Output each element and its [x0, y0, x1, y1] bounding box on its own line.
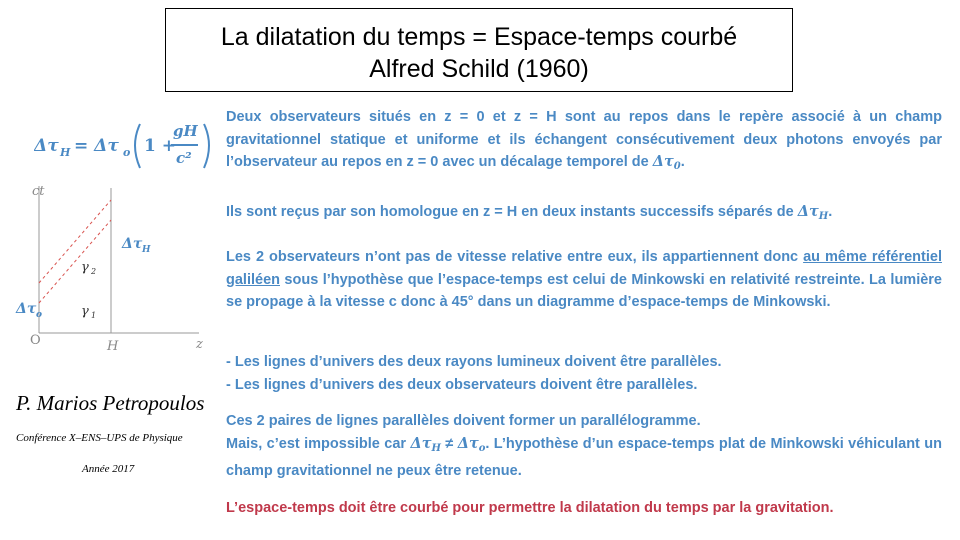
- paragraph-1: [226, 106, 942, 179]
- spacetime-diagram: [14, 178, 214, 358]
- gamma2-label: γ: [81, 260, 89, 275]
- right-paren: [204, 124, 209, 168]
- author-name: P. Marios Petropoulos: [16, 391, 205, 415]
- time-dilation-formula: [34, 118, 214, 172]
- formula-one-plus: 1 +: [144, 136, 176, 156]
- p5-neq: ≠: [440, 435, 458, 452]
- p5-end: . L’hypothèse d’un espace-temps plat de Minkowski véhiculant un champ gravitationnel ne peux être retenue.: [226, 435, 942, 479]
- p3-underlined-phrase: au même référentiel galiléen: [226, 249, 942, 288]
- conference-name: Conférence X–ENS–UPS de Physique: [16, 432, 183, 444]
- dtau-h-label: Δτ: [122, 236, 143, 252]
- p5-subscript-1: H: [431, 442, 441, 454]
- p5-subscript-2: o: [478, 442, 486, 454]
- formula-lhs-sub: H: [60, 146, 71, 159]
- photon-1-worldline: [39, 220, 111, 303]
- p5-line1: Ces 2 paires de lignes parallèles doivent former un parallélogramme.: [226, 413, 701, 429]
- conclusion-text: L’espace-temps doit être courbé pour permettre la dilatation du temps par la gravitation.: [226, 500, 834, 516]
- gamma1-sub: 1: [91, 311, 97, 320]
- p1-subscript: 0: [673, 161, 681, 172]
- p3-start: Les 2 observateurs n’ont pas de vitesse relative entre eux, ils appartiennent donc: [226, 249, 804, 265]
- dtau-h-sub: H: [142, 245, 151, 255]
- p2-text: Ils sont reçus par son homologue en z = H en deux instants successifs séparés de: [226, 204, 798, 220]
- h-label: H: [107, 339, 119, 354]
- dtau-o-sub: o: [36, 310, 43, 320]
- p5-start: Mais, c’est impossible car: [226, 435, 411, 452]
- p3-end: sous l’hypothèse que l’espace-temps est celui de Minkowski en relativité restreinte. La lumière se propage à la vitesse c donc à 45° dans un diagramme d’espace-temps de Minkowski.: [226, 271, 942, 310]
- title-line2: Alfred Schild (1960): [369, 55, 589, 83]
- p4-line2: - Les lignes d’univers des deux observateurs doivent être parallèles.: [226, 376, 698, 393]
- title-box: [165, 8, 793, 92]
- formula-lhs: Δτ: [34, 136, 59, 156]
- formula-rhs-sub: o: [123, 146, 131, 159]
- paragraph-3: [226, 246, 942, 314]
- p2-subscript: H: [818, 211, 829, 222]
- left-paren: [135, 124, 140, 168]
- p1-text: Deux observateurs situés en z = 0 et z = H sont au repos dans le repère associé à un champ gravitationnel statique et uniforme et ils échangent consécutivement deux photons envoyés par l’observateur au repos en z = 0 avec un décalage temporel de: [226, 109, 942, 170]
- gamma1-label: γ: [81, 304, 89, 319]
- conference-year: Année 2017: [82, 463, 135, 475]
- z-label: z: [196, 337, 203, 352]
- p5-symbol-2: Δτ: [457, 434, 479, 452]
- p1-end: .: [680, 154, 685, 170]
- p2-end: .: [828, 204, 833, 220]
- gamma2-sub: 2: [91, 267, 97, 276]
- p4-line1: - Les lignes d’univers des deux rayons lumineux doivent être parallèles.: [226, 354, 722, 370]
- title-line1: La dilatation du temps = Espace-temps courbé: [220, 23, 738, 51]
- photon-2-worldline: [39, 200, 111, 283]
- formula-denominator: c²: [176, 149, 192, 167]
- ct-label: ct: [32, 184, 45, 199]
- paragraph-2: [226, 201, 942, 229]
- formula-eq: = Δτ: [74, 136, 119, 156]
- p5-symbol-1: Δτ: [410, 434, 432, 452]
- dtau-o-label: Δτ: [16, 301, 37, 317]
- paragraph-4: [226, 351, 942, 396]
- p2-symbol: Δτ: [797, 203, 819, 220]
- formula-numerator: gH: [173, 122, 198, 140]
- paragraph-5: [226, 410, 942, 483]
- p1-symbol: Δτ: [652, 153, 674, 170]
- origin-label: O: [30, 333, 41, 348]
